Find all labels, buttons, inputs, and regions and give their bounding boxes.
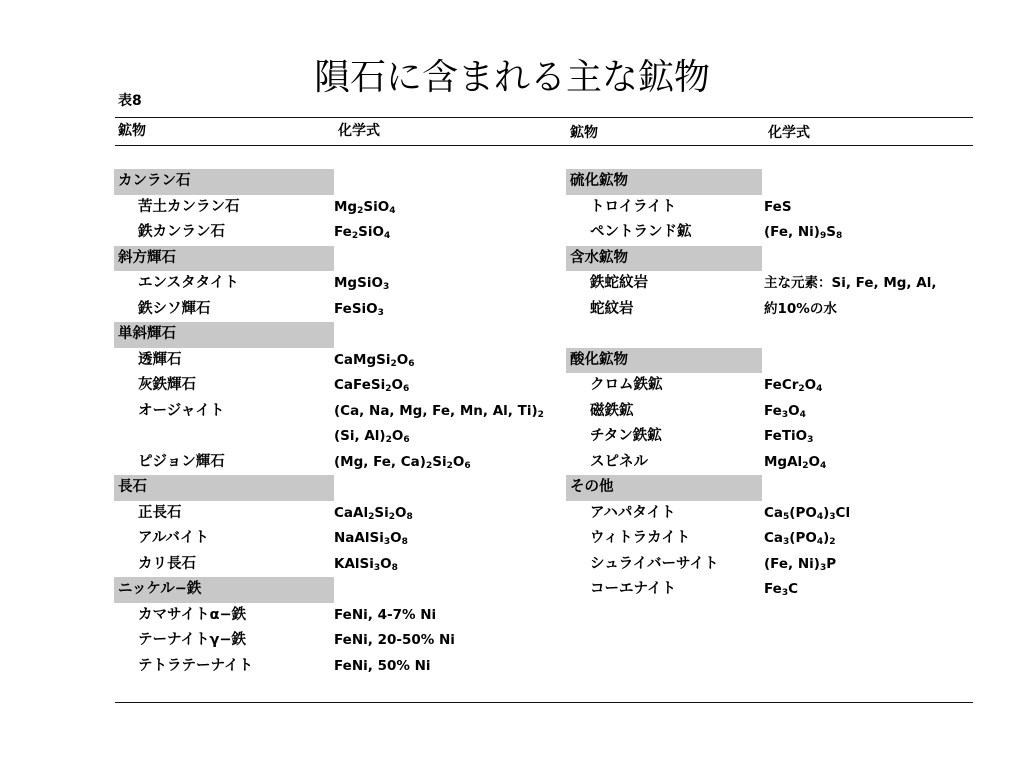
chemical-formula: $Ca_3(PO_4)_2$ xyxy=(764,530,836,547)
category-row xyxy=(114,169,564,195)
mineral-name: 正長石 xyxy=(138,504,182,521)
chemical-formula: 約10%の水 xyxy=(764,300,837,317)
mineral-name: オージャイト xyxy=(138,402,225,419)
chemical-formula: (Mg, Fe, $Ca)_2Si_2O_6$ xyxy=(334,453,471,471)
mineral-name: アハパタイト xyxy=(590,504,676,521)
table-row xyxy=(114,654,564,680)
category-row xyxy=(566,475,976,501)
mineral-name: ピジョン輝石 xyxy=(138,453,225,470)
chemical-formula: $MgAl_2O_4$ xyxy=(764,453,827,471)
mineral-name: チタン鉄鉱 xyxy=(590,428,662,444)
chemical-formula: FeNi, 50% Ni xyxy=(334,657,431,674)
chemical-formula: (Ca, Na, Mg, Fe, Mn, Al, $Ti)_2$ xyxy=(334,402,544,420)
table-row xyxy=(566,297,976,323)
chemical-formula: (Fe, $Ni)_3P$ xyxy=(764,555,837,573)
mineral-name: テトラテーナイト xyxy=(138,657,253,674)
chemical-formula: MgSiO$_3$ xyxy=(334,275,390,292)
chemical-formula: $FeCr_2O_4$ xyxy=(764,377,823,394)
table-row xyxy=(114,424,564,450)
chemical-formula: FeTiO$_3$ xyxy=(764,428,814,445)
table-row xyxy=(114,297,564,323)
mineral-name: 磁鉄鉱 xyxy=(590,402,634,419)
chemical-formula: $Mg_2SiO_4$ xyxy=(334,198,396,216)
category-row xyxy=(566,348,976,374)
table-row xyxy=(566,399,976,425)
chemical-formula: (Si, $Al)_2O_6$ xyxy=(334,428,410,445)
table-bottom-rule xyxy=(115,702,973,703)
mineral-name: シュライバーサイト xyxy=(590,555,719,572)
category-label: カンラン石 xyxy=(114,169,334,195)
table-row xyxy=(566,195,976,221)
table-row xyxy=(566,526,976,552)
category-label: 長石 xyxy=(114,475,334,501)
table-row xyxy=(566,450,976,476)
mineral-name: 鉄カンラン石 xyxy=(138,224,225,240)
header-formula-left: 化学式 xyxy=(338,123,380,139)
chemical-formula: $Ca_5(PO_4)_3Cl$ xyxy=(764,504,851,522)
mineral-name: ウィトラカイト xyxy=(590,530,691,546)
mineral-name: 灰鉄輝石 xyxy=(138,377,196,393)
mineral-name: スピネル xyxy=(590,453,648,470)
chemical-formula: (Fe, $Ni)_9S_8$ xyxy=(764,224,843,241)
category-label: 硫化鉱物 xyxy=(566,169,762,195)
page-title: 隕石に含まれる主な鉱物 xyxy=(313,57,710,99)
mineral-name: 蛇紋岩 xyxy=(590,300,634,317)
table-row xyxy=(566,552,976,578)
category-label: 斜方輝石 xyxy=(114,246,334,272)
table-row xyxy=(566,424,976,450)
mineral-name: 透輝石 xyxy=(138,351,182,368)
mineral-name: テーナイトγ−鉄 xyxy=(138,632,247,648)
chemical-formula: FeS xyxy=(764,198,792,215)
category-row xyxy=(566,169,976,195)
mineral-name: カマサイトα−鉄 xyxy=(138,606,247,623)
category-label: 含水鉱物 xyxy=(566,246,762,272)
table-row xyxy=(114,552,564,578)
category-row xyxy=(114,577,564,603)
table-row xyxy=(114,399,564,425)
header-formula-right: 化学式 xyxy=(768,125,810,141)
mineral-name: コーエナイト xyxy=(590,581,676,597)
chemical-formula: FeSiO$_3$ xyxy=(334,300,384,318)
mineral-name: エンスタタイト xyxy=(138,275,239,291)
chemical-formula: $CaFeSi_2O_6$ xyxy=(334,377,410,394)
chemical-formula: $CaAl_2Si_2O_8$ xyxy=(334,504,413,522)
mineral-name: ペントランド鉱 xyxy=(590,224,692,240)
chemical-formula: $KAlSi_3O_8$ xyxy=(334,555,398,573)
table-row xyxy=(114,195,564,221)
table-header-rule xyxy=(115,145,973,146)
chemical-formula: $Fe_3O_4$ xyxy=(764,402,806,420)
table-row xyxy=(114,271,564,297)
table-row xyxy=(114,501,564,527)
table-row xyxy=(566,271,976,297)
chemical-formula: $Fe_2SiO_4$ xyxy=(334,224,391,241)
table-row xyxy=(114,220,564,246)
table-row xyxy=(566,373,976,399)
category-row xyxy=(114,322,564,348)
table-row xyxy=(566,220,976,246)
mineral-name: 鉄シソ輝石 xyxy=(138,300,211,317)
header-mineral-left: 鉱物 xyxy=(118,123,146,139)
header-mineral-right: 鉱物 xyxy=(570,125,598,141)
chemical-formula: $CaMgSi_2O_6$ xyxy=(334,351,415,369)
category-row xyxy=(114,475,564,501)
mineral-name: カリ長石 xyxy=(138,555,196,572)
table-label: 表8 xyxy=(118,93,142,109)
table-row xyxy=(114,526,564,552)
table-row xyxy=(114,348,564,374)
mineral-name: 苦土カンラン石 xyxy=(138,198,240,215)
table-row xyxy=(114,450,564,476)
chemical-formula: FeNi, 20-50% Ni xyxy=(334,632,455,648)
table-row xyxy=(114,373,564,399)
category-label: 単斜輝石 xyxy=(114,322,334,348)
category-label: その他 xyxy=(566,475,762,501)
mineral-name: アルバイト xyxy=(138,530,209,546)
table-row xyxy=(114,628,564,654)
category-row xyxy=(566,246,976,272)
table-top-rule xyxy=(115,117,973,118)
category-row xyxy=(114,246,564,272)
table-row xyxy=(566,577,976,603)
table-row xyxy=(566,501,976,527)
category-label: ニッケル−鉄 xyxy=(114,577,334,603)
right-column xyxy=(566,169,976,603)
mineral-name: クロム鉄鉱 xyxy=(590,377,663,393)
chemical-formula: 主な元素：Si, Fe, Mg, Al, xyxy=(764,275,937,291)
table-row xyxy=(114,603,564,629)
chemical-formula: FeNi, 4-7% Ni xyxy=(334,606,437,623)
mineral-name: 鉄蛇紋岩 xyxy=(590,275,648,291)
category-label: 酸化鉱物 xyxy=(566,348,762,374)
left-column xyxy=(114,169,564,679)
chemical-formula: $NaAlSi_3O_8$ xyxy=(334,530,408,547)
chemical-formula: $Fe_3C$ xyxy=(764,581,799,598)
table-row xyxy=(566,322,976,348)
mineral-name: トロイライト xyxy=(590,198,677,215)
